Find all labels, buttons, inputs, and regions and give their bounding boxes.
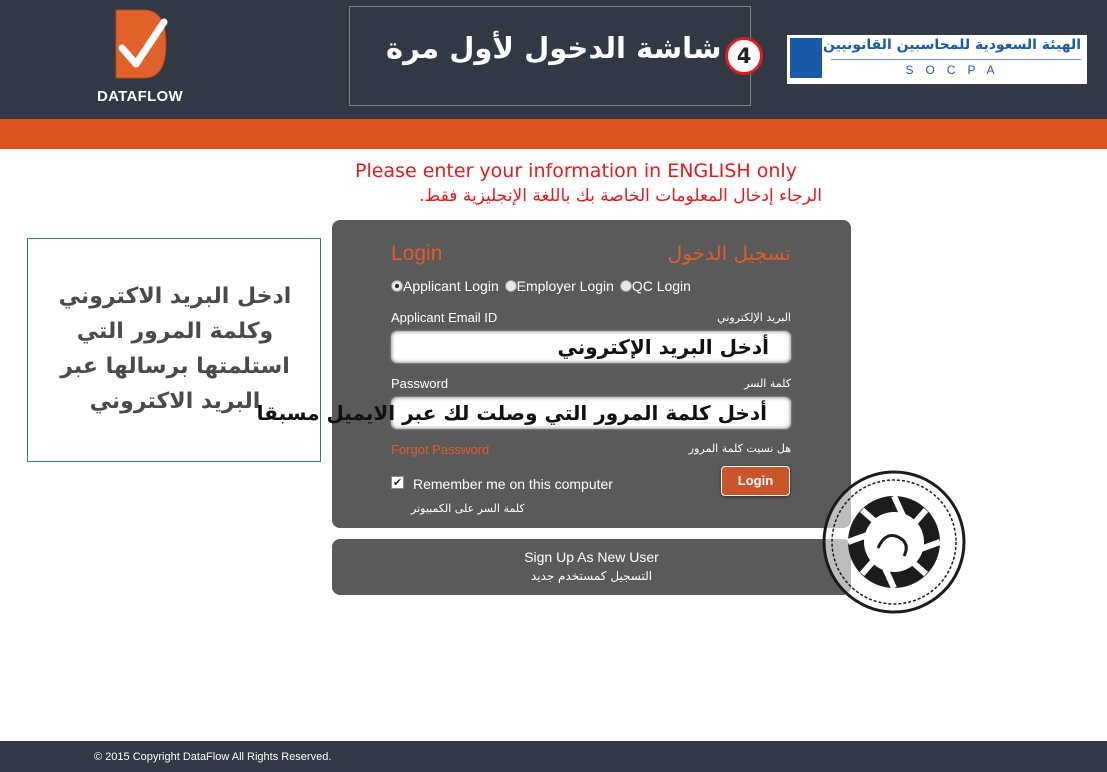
socpa-divider <box>831 59 1081 60</box>
email-field[interactable]: أدخل البريد الإكتروني <box>391 331 791 363</box>
footer <box>0 741 1107 772</box>
applicant-login-label[interactable]: Applicant Login <box>403 278 499 294</box>
brand-name: DATAFLOW <box>97 88 183 105</box>
socpa-logo <box>787 35 1087 84</box>
remember-me-label[interactable]: Remember me on this computer <box>413 476 613 492</box>
login-heading: Login <box>391 242 443 265</box>
english-only-notice: Please enter your information in ENGLISH only <box>355 160 797 182</box>
page-title-box <box>349 6 751 106</box>
password-field[interactable]: أدخل كلمة المرور التي وصلت لك عبر الايميل مسبقا <box>391 397 791 429</box>
applicant-login-radio[interactable] <box>391 280 403 292</box>
step-number-badge: 4 <box>725 37 763 75</box>
socpa-name-arabic: الهيئة السعودية للمحاسبين القانونيين <box>823 37 1081 53</box>
dataflow-logo <box>92 6 188 110</box>
english-only-notice-arabic: الرجاء إدخال المعلومات الخاصة بك باللغة الإنجليزية فقط. <box>419 186 822 206</box>
page-title: شاشة الدخول لأول مرة <box>386 31 722 65</box>
copyright-text: © 2015 Copyright DataFlow All Rights Reserved. <box>94 751 332 763</box>
accent-bar <box>0 119 1107 149</box>
signup-link[interactable]: Sign Up As New User <box>524 549 659 565</box>
email-label-arabic: البريد الإلكتروني <box>717 311 791 324</box>
signup-link-arabic[interactable]: التسجيل كمستخدم جديد <box>530 569 653 583</box>
dataflow-logo-mark-icon <box>114 8 168 80</box>
qc-login-label[interactable]: QC Login <box>631 278 691 294</box>
watermark-stamp-icon <box>820 468 968 616</box>
remember-me-checkbox[interactable]: ✔ <box>392 476 403 489</box>
top-header <box>0 0 1107 119</box>
login-type-radio-group <box>391 278 693 294</box>
forgot-password-arabic: هل نسيت كلمة المرور <box>688 442 791 455</box>
email-label: Applicant Email ID <box>391 310 498 325</box>
employer-login-label[interactable]: Employer Login <box>516 278 614 294</box>
qc-login-radio[interactable] <box>620 280 632 292</box>
signup-panel[interactable] <box>332 539 851 595</box>
forgot-password-link[interactable]: Forgot Password <box>391 442 490 457</box>
login-button[interactable]: Login <box>721 466 790 496</box>
login-heading-arabic: تسجيل الدخول <box>667 241 791 265</box>
login-panel <box>256 220 851 528</box>
instruction-text: ادخل البريد الاكتروني وكلمة المرور التي استلمتها برسالها عبر البريد الاكتروني <box>58 284 292 414</box>
socpa-name-english: SOCPA <box>905 63 1007 77</box>
password-label: Password <box>391 376 449 391</box>
socpa-emblem-icon <box>790 38 822 78</box>
password-label-arabic: كلمة السر <box>744 377 791 390</box>
remember-me-label-arabic: كلمة السر على الكمبيوتر <box>411 502 525 515</box>
employer-login-radio[interactable] <box>505 280 517 292</box>
